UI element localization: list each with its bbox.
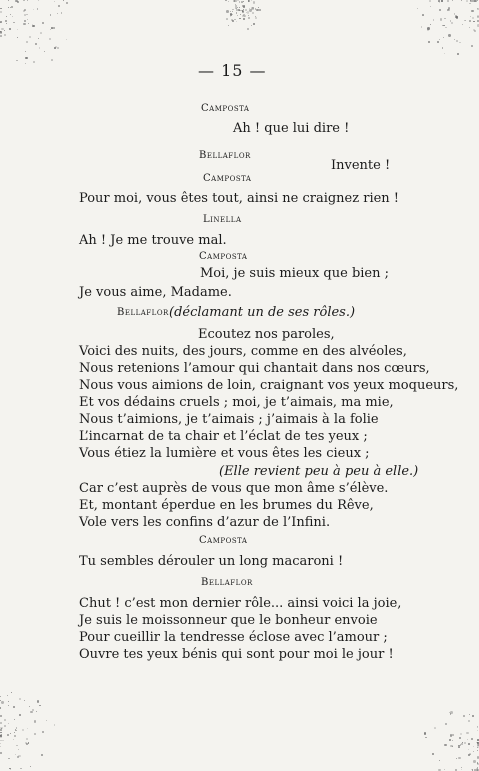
speck [44,51,45,52]
speck [14,719,15,720]
speck [240,14,241,15]
speck [24,14,26,16]
speck [236,21,237,22]
speck [0,735,2,737]
speck [451,22,453,24]
speck [258,7,259,8]
speck [445,27,446,28]
speck [477,727,478,728]
speck [27,0,28,1]
speck [50,14,52,16]
speck [421,26,423,28]
speck [6,23,7,24]
speck [448,34,450,36]
speck [439,2,440,3]
speck [4,30,5,31]
speck [10,733,11,734]
speck [4,34,6,36]
speck [27,19,28,20]
speck [455,15,456,16]
verse-line: Chut ! c’est mon dernier rôle... ainsi voici la joie, [79,596,402,611]
speck [428,41,430,43]
speck [24,20,25,21]
speck [457,53,458,54]
speck [459,737,461,739]
verse-line: Ah ! que lui dire ! [233,121,350,136]
speck [452,746,454,748]
speck [225,0,226,1]
verse-line: Et vos dédains cruels ; moi, je t’aimais, ma mie, [79,395,394,410]
speck [28,742,30,744]
speck [470,16,471,17]
speck [469,20,471,22]
speck [247,28,249,30]
speck [243,1,244,2]
speck [443,37,444,38]
speck [430,6,431,7]
speck [468,743,470,745]
verse-line: Nous t’aimions, je t’aimais ; j’aimais à la folie [79,412,379,427]
speck [236,12,237,13]
speck [18,755,21,758]
speaker-bellaflor: Bellaflor [117,307,169,318]
speck [0,700,1,701]
speck [248,17,250,19]
speck [470,754,471,755]
speck [429,0,431,2]
speck [447,0,449,2]
speck [458,757,460,759]
speck [57,13,58,14]
speck [11,6,13,8]
speck [19,698,21,700]
speck [7,734,9,736]
speck [439,9,441,11]
speck [25,57,27,59]
speaker-bellaflor: Bellaflor [201,577,253,588]
speck [469,3,470,4]
speck [61,12,62,13]
speck [456,758,457,759]
speck [32,709,33,710]
speck [0,740,2,742]
speck [461,743,463,745]
speck [14,732,15,733]
speck [0,696,1,697]
speck [36,711,37,712]
speck [430,24,431,25]
speck [424,732,426,734]
speck [228,1,229,2]
speck [9,28,11,30]
speck [238,9,240,11]
verse-line: Ouvre tes yeux bénis qui sont pour moi le jour ! [79,647,394,662]
speck [16,60,18,62]
speck [5,20,7,22]
speck [18,749,19,750]
speck [28,23,29,24]
speck [472,17,474,19]
speck [469,714,470,715]
verse-line: Pour moi, vous êtes tout, ainsi ne craignez rien ! [79,191,400,206]
speck [32,25,34,27]
speaker-linella: Linella [203,214,242,225]
speck [226,10,229,13]
speck [40,32,42,34]
speck [239,1,240,2]
speck [23,0,24,1]
speck [54,1,55,2]
speck [237,7,238,8]
speck [461,767,462,768]
speck [243,18,245,20]
speck [477,769,479,771]
speck [0,727,3,730]
speck [39,705,40,706]
speck [464,742,466,744]
speck [46,720,47,721]
speck [37,8,38,9]
speck [462,24,463,25]
speck [57,47,59,49]
speck [255,17,257,19]
speck [38,38,39,39]
speck [8,0,9,1]
speck [456,40,458,42]
speck [66,2,68,4]
speck [255,8,257,10]
verse-line: Ah ! Je me trouve mal. [79,233,227,248]
speck [25,51,26,52]
verse-line: Tu sembles dérouler un long macaroni ! [79,554,344,569]
speck [25,63,26,64]
speck [232,11,233,12]
speck [230,11,231,12]
speaker-bellaflor: Bellaflor [199,150,251,161]
speck [0,746,1,747]
speck [0,11,2,13]
speck [468,749,469,750]
speck [448,7,450,9]
speck [439,760,440,761]
speck [442,25,443,26]
speck [13,706,16,709]
speck [471,10,473,12]
speck [253,23,255,25]
speck [251,0,252,1]
speck [425,737,426,738]
speck [232,9,234,11]
speck [13,22,15,24]
speck [477,750,478,751]
speck [469,27,470,28]
speck [26,41,27,42]
speck [37,700,39,702]
verse-line: Moi, je suis mieux que bien ; [200,266,390,281]
verse-line: Et, montant éperdue en les brumes du Rêve, [79,498,374,513]
speck [253,1,255,3]
speck [25,742,27,744]
speck [243,5,245,7]
speck [58,5,60,7]
speck [234,0,236,2]
verse-line: Invente ! [331,158,391,173]
speck [0,8,2,10]
speaker-camposta: Camposta [201,103,250,114]
speck [0,31,2,33]
speck [26,738,28,740]
speaker-camposta: Camposta [203,173,252,184]
speck [449,739,451,741]
speck [439,39,440,40]
speck [1,701,3,703]
speck [237,15,238,16]
verse-line: Pour cueillir la tendresse éclose avec l’amour ; [79,630,388,645]
speck [30,766,31,767]
speck [16,727,18,729]
speck [459,42,461,44]
speck [15,754,16,755]
speck [0,35,2,37]
speck [422,14,424,16]
speck [452,734,455,737]
speck [477,739,479,741]
speck [465,20,466,21]
speck [445,723,447,725]
speck [449,712,450,713]
speck [42,731,44,733]
speck [243,9,244,10]
speck [472,715,474,717]
speck [0,707,1,708]
speck [16,745,17,746]
speck [0,732,2,734]
speck [477,747,478,748]
verse-line: L’incarnat de ta chair et l’éclat de tes yeux ; [79,429,368,444]
speck [38,0,39,1]
speck [34,720,36,722]
speck [27,728,28,729]
speck [33,9,34,10]
speck [10,14,11,15]
speck [30,711,32,713]
speck [7,695,8,696]
verse-line: Voici des nuits, des jours, comme en des alvéoles, [79,344,407,359]
verse-line: Car c’est auprès de vous que mon âme s’élève. [79,481,389,496]
speck [22,729,24,731]
speck [29,706,30,707]
speck [417,8,418,9]
speck [4,725,6,727]
speck [251,25,252,26]
speck [6,16,7,17]
speck [4,719,6,721]
speck [433,19,434,20]
speck [241,1,243,3]
speck [13,739,14,740]
speck [474,769,476,771]
speck [39,47,40,48]
stage-direction: (déclamant un de ses rôles.) [169,305,356,320]
speck [14,735,16,737]
speck [239,18,240,19]
speck [17,1,19,3]
speck [442,47,444,49]
speck [461,0,462,1]
speck [228,25,229,26]
speck [444,744,446,746]
speck [239,7,240,8]
speck [51,27,53,29]
speck [33,61,35,63]
verse-line: Vous étiez la lumière et vous êtes les cieux ; [79,446,370,461]
speck [16,730,17,731]
speck [456,16,458,18]
speck [0,722,2,724]
speck [26,14,28,16]
speck [248,15,249,16]
speck [19,714,21,716]
speck [248,0,250,2]
speck [444,53,445,54]
speck [460,733,462,735]
speck [0,743,1,744]
speck [472,0,474,2]
speaker-camposta: Camposta [199,251,248,262]
speck [440,18,442,20]
speck [29,36,31,38]
speck [8,758,10,760]
speck [432,753,434,755]
verse-line: Je vous aime, Madame. [79,285,232,300]
speck [53,27,55,29]
speck [443,25,444,26]
speck [444,769,445,770]
speck [444,18,446,20]
speck [473,751,474,752]
speck [473,746,474,747]
speck [466,732,468,734]
speck [252,12,254,14]
speck [0,752,2,754]
speck [66,39,67,40]
speck [477,0,478,1]
speck [427,28,429,30]
speck [471,45,473,47]
speck [24,700,25,701]
speck [2,740,4,742]
stage-direction: (Elle revient peu à peu à elle.) [219,464,419,479]
verse-line: Nous vous aimions de loin, craignant vos yeux moqueurs, [79,378,459,393]
speck [15,729,16,730]
verse-line: Vole vers les confins d’azur de l’Infini. [79,515,331,530]
speck [42,22,44,24]
speck [54,724,55,725]
speck [17,37,18,38]
speck [226,18,228,20]
speck [466,0,468,2]
speck [437,41,439,43]
speck [34,733,36,735]
speck [244,15,246,17]
speck [247,11,249,13]
verse-line: Ecoutez nos paroles, [198,327,335,342]
speck [231,19,233,21]
speck [8,723,9,724]
speck [468,720,470,722]
verse-line: Nous retenions l’amour qui chantait dans nos cœurs, [79,361,430,376]
speck [8,701,9,702]
speck [54,47,56,49]
speck [438,0,440,2]
speaker-camposta: Camposta [199,535,248,546]
speck [10,769,12,771]
speck [434,727,436,729]
speck [467,739,468,740]
speck [458,746,460,748]
speck [259,9,261,11]
speck [11,692,12,693]
speck [252,7,254,9]
speck [49,38,52,41]
speck [452,0,453,1]
speck [452,740,453,741]
speck [473,21,474,22]
speck [471,738,473,740]
speck [255,16,256,17]
speck [23,23,26,26]
speck [51,59,53,61]
speck [461,769,462,770]
speck [230,16,231,17]
speck [35,43,37,45]
speck [63,0,64,1]
speck [17,29,19,31]
speck [8,705,9,706]
page-number: — 15 — [198,61,267,80]
speck [473,760,475,762]
verse-line: Je suis le moissonneur que le bonheur envoie [79,613,378,628]
speck [441,0,443,2]
speck [0,715,2,717]
speck [463,715,465,717]
speck [41,754,43,756]
speck [0,21,2,23]
speck [12,16,13,17]
speck [477,730,478,731]
speck [20,768,21,769]
